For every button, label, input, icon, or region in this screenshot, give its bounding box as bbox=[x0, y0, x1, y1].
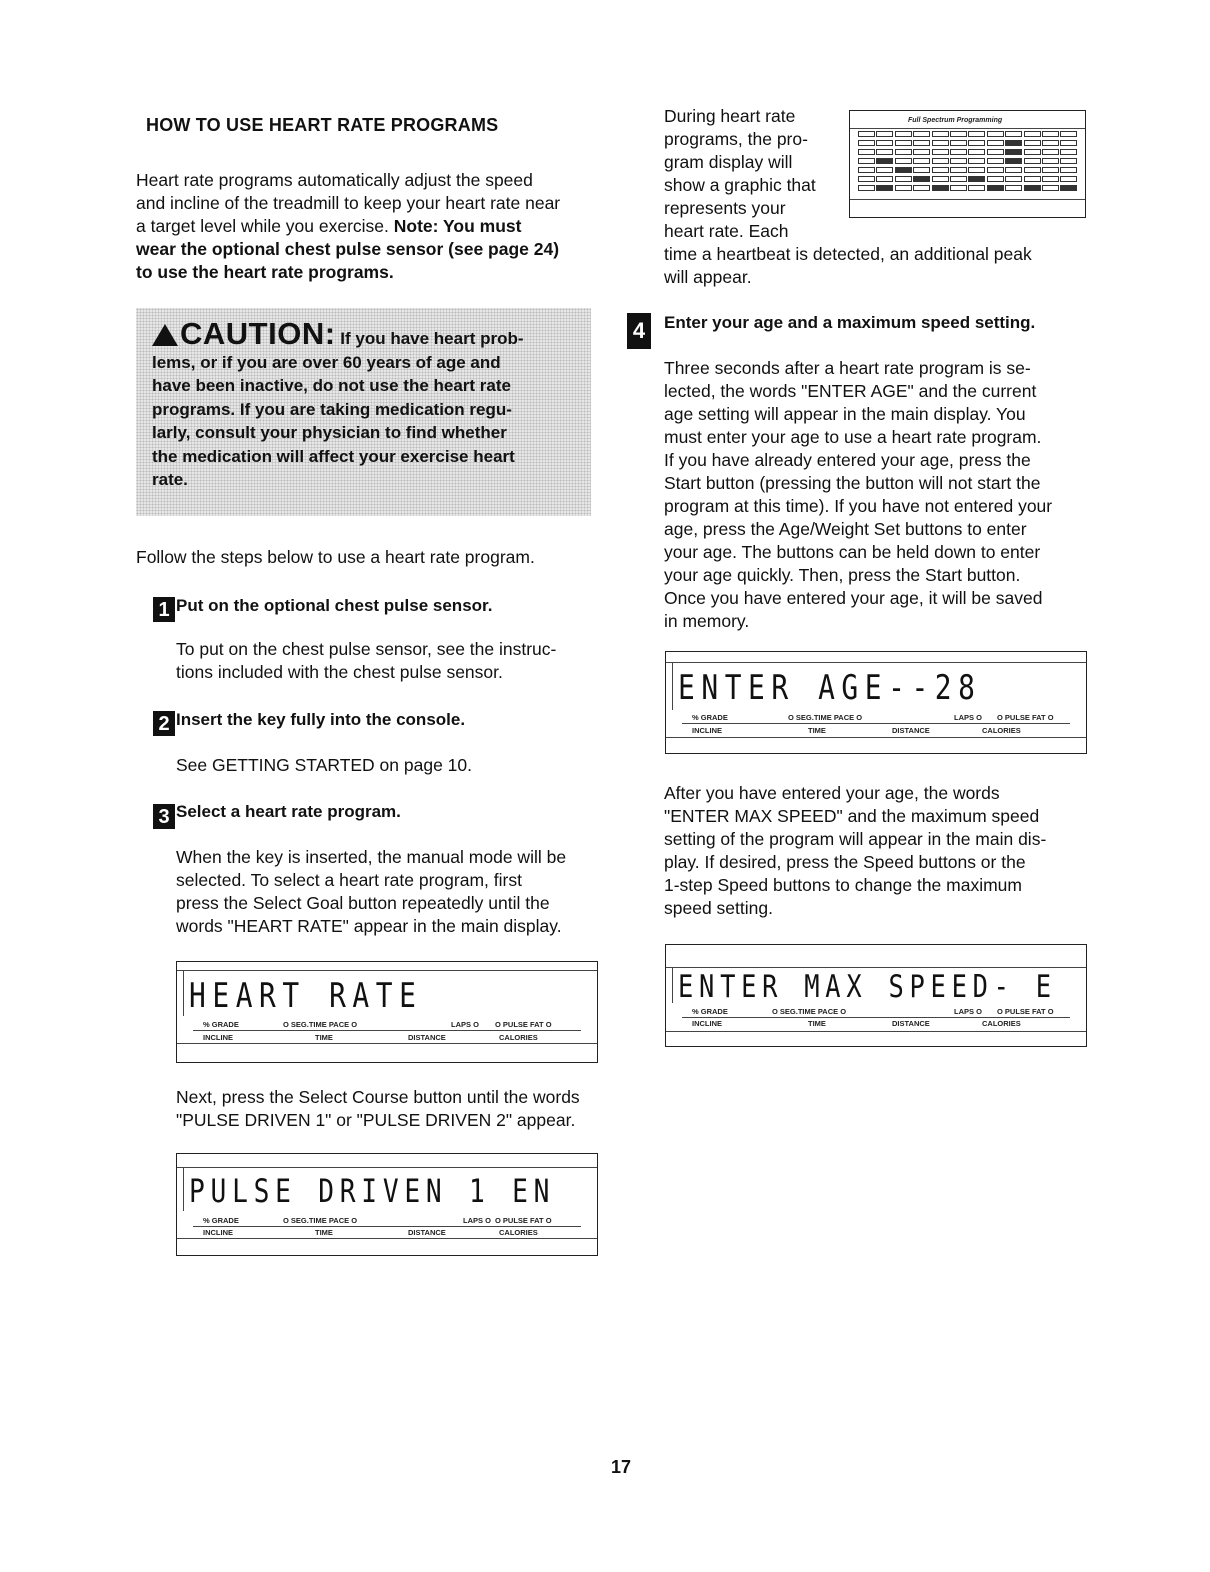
after-paragraph bbox=[664, 782, 1046, 920]
graphic-segment bbox=[987, 167, 1004, 173]
step-line: program at this time). If you have not entered your bbox=[664, 496, 1053, 516]
graphic-segment bbox=[968, 149, 985, 155]
graphic-segment bbox=[1060, 149, 1077, 155]
graphic-segment bbox=[950, 149, 967, 155]
lcd-label: CALORIES bbox=[982, 726, 1021, 735]
step-line: Start button (pressing the button will not start the bbox=[664, 473, 1041, 493]
lcd-label: % GRADE bbox=[203, 1020, 239, 1029]
step-heading-1: Put on the optional chest pulse sensor. bbox=[176, 596, 493, 615]
step-line: lected, the words "ENTER AGE" and the current bbox=[664, 381, 1037, 401]
graphic-segment bbox=[950, 167, 967, 173]
graphic-segment bbox=[1042, 140, 1059, 146]
step-line: To put on the chest pulse sensor, see the instruc- bbox=[176, 639, 557, 659]
step-line: Once you have entered your age, it will be saved bbox=[664, 588, 1043, 608]
step-heading-2: Insert the key fully into the console. bbox=[176, 710, 466, 729]
after-line: setting of the program will appear in the main dis- bbox=[664, 829, 1047, 849]
graphic-segment bbox=[950, 158, 967, 164]
after-line: speed setting. bbox=[664, 898, 773, 918]
graphic-segment bbox=[1005, 149, 1022, 155]
follow-text: Follow the steps below to use a heart rate program. bbox=[136, 547, 535, 567]
graphic-segment bbox=[1005, 185, 1022, 191]
graphic-segment bbox=[1005, 131, 1022, 137]
graphic-segment bbox=[1060, 140, 1077, 146]
intro-bold-line: wear the optional chest pulse sensor (see page 24) bbox=[136, 239, 560, 259]
caution-line: rate. bbox=[152, 470, 188, 489]
graphic-segment bbox=[950, 140, 967, 146]
graphic-segment bbox=[987, 131, 1004, 137]
caution-word: CAUTION: bbox=[180, 316, 336, 351]
graphic-segment bbox=[895, 167, 912, 173]
display-intro-line: show a graphic that bbox=[664, 175, 816, 195]
graphic-segment bbox=[1005, 140, 1022, 146]
caution-line: larly, consult your physician to find whether bbox=[152, 423, 507, 442]
intro-line: a target level while you exercise. Note: You must bbox=[136, 216, 522, 236]
lcd-label: LAPS O bbox=[954, 1007, 982, 1016]
graphic-segment bbox=[987, 176, 1004, 182]
lcd-label: INCLINE bbox=[692, 1019, 722, 1028]
after-line: 1-step Speed buttons to change the maximum bbox=[664, 875, 1022, 895]
lcd-label: DISTANCE bbox=[892, 1019, 930, 1028]
graphic-segment bbox=[1024, 176, 1041, 182]
lcd-label: DISTANCE bbox=[408, 1228, 446, 1237]
graphic-segment bbox=[968, 158, 985, 164]
display-intro-line: will appear. bbox=[664, 267, 752, 287]
lcd-label: O SEG.TIME PACE O bbox=[788, 713, 863, 722]
warning-triangle-icon bbox=[152, 324, 178, 346]
caution-line: If you have heart prob- bbox=[335, 329, 524, 348]
after-line: After you have entered your age, the words bbox=[664, 783, 1000, 803]
lcd-display-heart-rate bbox=[176, 961, 598, 1063]
step-heading-4: Enter your age and a maximum speed setting. bbox=[664, 313, 1036, 332]
graphic-segment bbox=[876, 185, 893, 191]
lcd-label: DISTANCE bbox=[408, 1033, 446, 1042]
graphic-segment bbox=[876, 158, 893, 164]
step-number-3: 3 bbox=[153, 804, 175, 829]
caution-line: lems, or if you are over 60 years of age and bbox=[152, 352, 501, 372]
graphic-segment bbox=[932, 140, 949, 146]
graphic-segment bbox=[913, 176, 930, 182]
graphic-segment bbox=[858, 176, 875, 182]
step-body-3 bbox=[176, 846, 566, 938]
graphic-segment bbox=[895, 176, 912, 182]
graphic-segment bbox=[913, 140, 930, 146]
graphic-segment bbox=[895, 158, 912, 164]
graphic-title: Full Spectrum Programming bbox=[908, 117, 1003, 124]
intro-note: Note: You must bbox=[388, 216, 522, 236]
graphic-segment bbox=[876, 176, 893, 182]
graphic-segment bbox=[950, 185, 967, 191]
step-line: press the Select Goal button repeatedly until the bbox=[176, 893, 550, 913]
display-intro-line: heart rate. Each bbox=[664, 221, 789, 241]
graphic-segment bbox=[913, 149, 930, 155]
graphic-segment bbox=[932, 131, 949, 137]
lcd-label: O PULSE FAT O bbox=[997, 1007, 1054, 1016]
lcd-label: LAPS O bbox=[954, 713, 982, 722]
lcd-label: O SEG.TIME PACE O bbox=[283, 1020, 358, 1029]
graphic-segment bbox=[1005, 167, 1022, 173]
intro-bold-line: to use the heart rate programs. bbox=[136, 262, 394, 282]
next-line: "PULSE DRIVEN 1" or "PULSE DRIVEN 2" appear. bbox=[176, 1110, 576, 1130]
graphic-segment bbox=[913, 185, 930, 191]
display-intro-line: represents your bbox=[664, 198, 786, 218]
graphic-segment bbox=[1042, 185, 1059, 191]
graphic-segment bbox=[1060, 131, 1077, 137]
lcd-label: % GRADE bbox=[692, 713, 728, 722]
graphic-segment bbox=[987, 158, 1004, 164]
graphic-segment bbox=[1024, 167, 1041, 173]
lcd-main-text: HEART RATE bbox=[189, 976, 423, 1016]
program-display-graphic bbox=[849, 110, 1086, 218]
graphic-segment bbox=[1024, 185, 1041, 191]
lcd-label: LAPS O bbox=[451, 1020, 479, 1029]
lcd-label: CALORIES bbox=[499, 1228, 538, 1237]
step-line: age setting will appear in the main display. You bbox=[664, 404, 1026, 424]
graphic-segment bbox=[1042, 158, 1059, 164]
graphic-segment bbox=[1042, 149, 1059, 155]
graphic-segment bbox=[1005, 158, 1022, 164]
caution-first-line bbox=[152, 316, 575, 351]
graphic-segment bbox=[895, 131, 912, 137]
graphic-segment bbox=[1060, 185, 1077, 191]
graphic-segment bbox=[1042, 176, 1059, 182]
step-line: Three seconds after a heart rate program is se- bbox=[664, 358, 1031, 378]
lcd-label: TIME bbox=[315, 1228, 333, 1237]
intro-line: and incline of the treadmill to keep your heart rate near bbox=[136, 193, 561, 213]
graphic-segment bbox=[950, 131, 967, 137]
graphic-segment bbox=[858, 185, 875, 191]
step-body-2 bbox=[176, 754, 472, 777]
lcd-label: CALORIES bbox=[499, 1033, 538, 1042]
graphic-segment bbox=[1024, 131, 1041, 137]
step-body-4 bbox=[664, 357, 1052, 633]
graphic-segment bbox=[895, 140, 912, 146]
graphic-segment bbox=[876, 149, 893, 155]
graphic-segment bbox=[1060, 167, 1077, 173]
graphic-segment bbox=[858, 140, 875, 146]
lcd-display-enter-age bbox=[665, 651, 1087, 754]
next-line: Next, press the Select Course button until the words bbox=[176, 1087, 580, 1107]
lcd-label: TIME bbox=[808, 1019, 826, 1028]
step-line: must enter your age to use a heart rate program. bbox=[664, 427, 1042, 447]
step-line: words "HEART RATE" appear in the main display. bbox=[176, 916, 562, 936]
step-line: your age. The buttons can be held down to enter bbox=[664, 542, 1041, 562]
graphic-segment bbox=[950, 176, 967, 182]
graphic-segment bbox=[1060, 158, 1077, 164]
graphic-segment bbox=[1060, 176, 1077, 182]
graphic-segment bbox=[858, 149, 875, 155]
after-line: "ENTER MAX SPEED" and the maximum speed bbox=[664, 806, 1040, 826]
graphic-segment bbox=[913, 131, 930, 137]
graphic-segment bbox=[858, 167, 875, 173]
graphic-segment bbox=[932, 149, 949, 155]
graphic-segment bbox=[932, 176, 949, 182]
step-number-1: 1 bbox=[153, 597, 175, 622]
lcd-main-text: PULSE DRIVEN 1 EN bbox=[189, 1172, 556, 1210]
graphic-segment bbox=[968, 185, 985, 191]
step-line: tions included with the chest pulse sensor. bbox=[176, 662, 503, 682]
graphic-segment bbox=[858, 131, 875, 137]
step-line: age, press the Age/Weight Set buttons to enter bbox=[664, 519, 1027, 539]
step-line: your age quickly. Then, press the Start button. bbox=[664, 565, 1021, 585]
lcd-label: DISTANCE bbox=[892, 726, 930, 735]
graphic-segment bbox=[1024, 158, 1041, 164]
step-line: See GETTING STARTED on page 10. bbox=[176, 755, 473, 775]
step-heading-3: Select a heart rate program. bbox=[176, 802, 401, 821]
graphic-segment bbox=[876, 131, 893, 137]
lcd-label: INCLINE bbox=[203, 1033, 233, 1042]
graphic-segment bbox=[876, 140, 893, 146]
after-line: play. If desired, press the Speed buttons or the bbox=[664, 852, 1026, 872]
graphic-segment bbox=[987, 140, 1004, 146]
lcd-label: TIME bbox=[808, 726, 826, 735]
step-line: in memory. bbox=[664, 611, 750, 631]
caution-line: the medication will affect your exercise heart bbox=[152, 446, 515, 466]
caution-line: have been inactive, do not use the heart rate bbox=[152, 376, 511, 395]
graphic-segment bbox=[987, 149, 1004, 155]
lcd-label: O PULSE FAT O bbox=[495, 1020, 552, 1029]
graphic-segment bbox=[1024, 149, 1041, 155]
graphic-segment bbox=[895, 149, 912, 155]
lcd-label: LAPS O bbox=[463, 1216, 491, 1225]
graphic-segment bbox=[895, 185, 912, 191]
graphic-segment bbox=[913, 158, 930, 164]
graphic-segment bbox=[968, 140, 985, 146]
caution-line: programs. If you are taking medication regu- bbox=[152, 399, 512, 419]
graphic-segment bbox=[858, 158, 875, 164]
lcd-main-text: ENTER MAX SPEED- E bbox=[678, 969, 1057, 1005]
lcd-label: % GRADE bbox=[692, 1007, 728, 1016]
graphic-segment bbox=[1042, 167, 1059, 173]
section-heading: HOW TO USE HEART RATE PROGRAMS bbox=[146, 115, 499, 135]
graphic-segment bbox=[932, 185, 949, 191]
caution-box bbox=[136, 308, 591, 516]
graphic-segment bbox=[968, 176, 985, 182]
graphic-segment bbox=[987, 185, 1004, 191]
lcd-label: O SEG.TIME PACE O bbox=[283, 1216, 358, 1225]
graphic-segment bbox=[968, 131, 985, 137]
display-intro-line: During heart rate bbox=[664, 106, 796, 126]
lcd-label: TIME bbox=[315, 1033, 333, 1042]
graphic-segment bbox=[1024, 140, 1041, 146]
graphic-segment bbox=[968, 167, 985, 173]
display-intro-line: programs, the pro- bbox=[664, 129, 808, 149]
lcd-display-enter-max-speed bbox=[665, 944, 1087, 1047]
intro-paragraph bbox=[136, 169, 606, 284]
step-number-2: 2 bbox=[153, 711, 175, 736]
graphic-segment bbox=[932, 167, 949, 173]
lcd-label: CALORIES bbox=[982, 1019, 1021, 1028]
page-number: 17 bbox=[611, 1457, 632, 1477]
step-body-1 bbox=[176, 638, 556, 684]
lcd-main-text: ENTER AGE--28 bbox=[678, 668, 982, 708]
display-intro-line: gram display will bbox=[664, 152, 793, 172]
graphic-segment bbox=[932, 158, 949, 164]
step-line: If you have already entered your age, press the bbox=[664, 450, 1031, 470]
lcd-display-pulse-driven bbox=[176, 1153, 598, 1256]
next-paragraph bbox=[176, 1086, 580, 1132]
lcd-label: O PULSE FAT O bbox=[997, 713, 1054, 722]
step-line: When the key is inserted, the manual mode will be bbox=[176, 847, 567, 867]
graphic-segment bbox=[913, 167, 930, 173]
lcd-label: INCLINE bbox=[692, 726, 722, 735]
graphic-segment bbox=[876, 167, 893, 173]
lcd-label: O PULSE FAT O bbox=[495, 1216, 552, 1225]
step-line: selected. To select a heart rate program, first bbox=[176, 870, 522, 890]
display-intro-line: time a heartbeat is detected, an additional peak bbox=[664, 244, 1032, 264]
lcd-label: % GRADE bbox=[203, 1216, 239, 1225]
graphic-segment bbox=[1042, 131, 1059, 137]
graphic-segment bbox=[1005, 176, 1022, 182]
lcd-label: O SEG.TIME PACE O bbox=[772, 1007, 847, 1016]
intro-line: Heart rate programs automatically adjust the speed bbox=[136, 170, 533, 190]
lcd-label: INCLINE bbox=[203, 1228, 233, 1237]
step-number-4: 4 bbox=[627, 313, 651, 349]
